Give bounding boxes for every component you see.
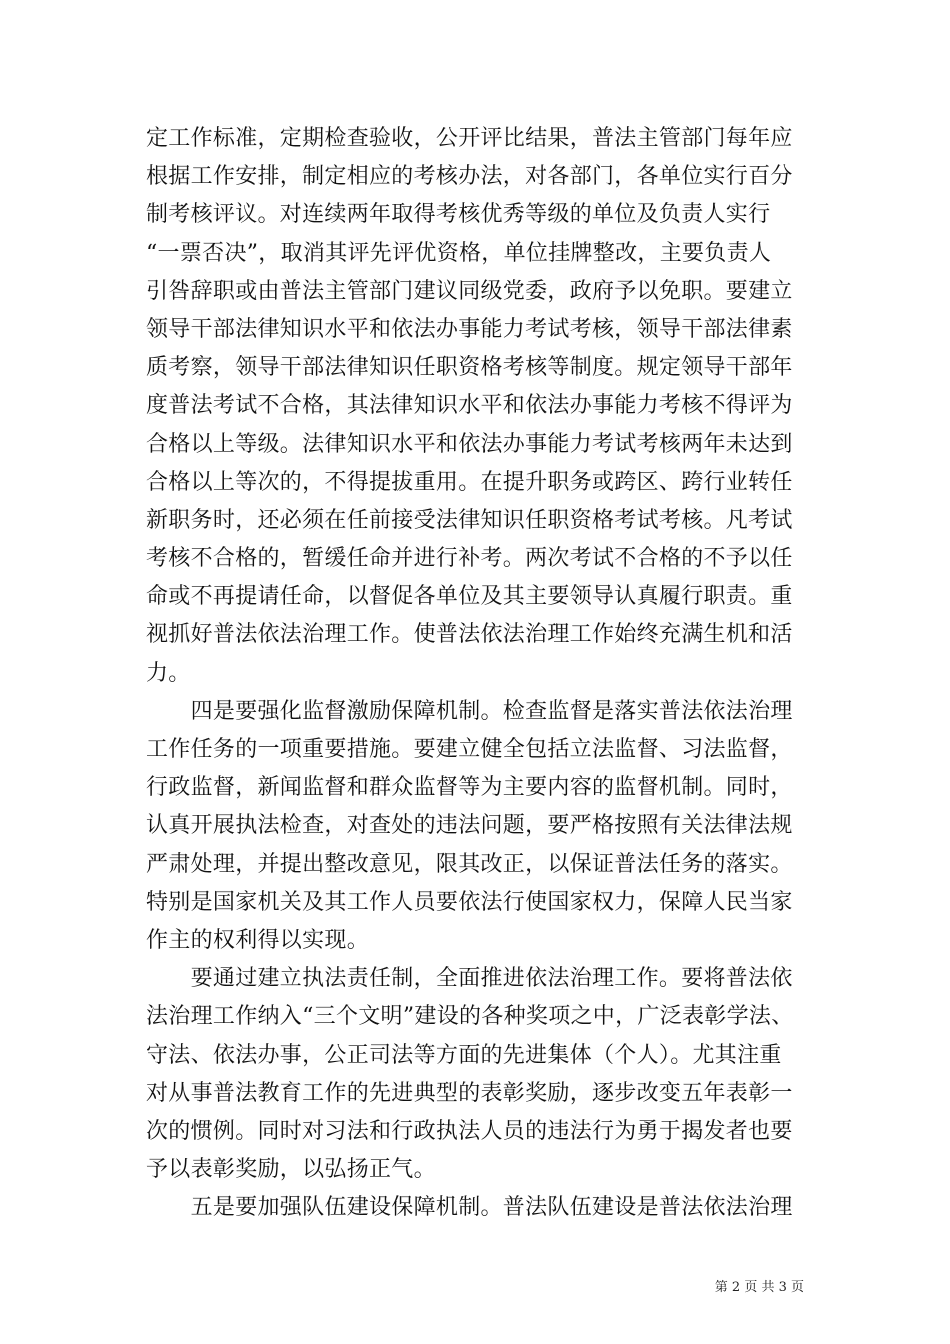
text-line: 新职务时，还必须在任前接受法律知识任职资格考试考核。凡考试 [146,507,793,533]
text-line: 根据工作安排，制定相应的考核办法，对各部门，各单位实行百分 [146,164,793,190]
text-line: 定工作标准，定期检查验收，公开评比结果，普法主管部门每年应 [146,126,793,151]
text-line: 严肃处理，并提出整改意见，限其改正，以保证普法任务的落实。 [146,851,793,877]
text-line: 对从事普法教育工作的先进典型的表彰奖励，逐步改变五年表彰一 [146,1080,793,1106]
text-line: 度普法考试不合格，其法律知识水平和依法办事能力考核不得评为 [146,393,793,419]
text-line: 引咎辞职或由普法主管部门建议同级党委，政府予以免职。要建立 [146,278,793,304]
page-number-footer: 第 2 页 共 3 页 [714,1280,804,1295]
text-line: 次的惯例。同时对习法和行政执法人员的违法行为勇于揭发者也要 [146,1118,793,1144]
text-line: 力。 [146,660,191,686]
text-line: 考核不合格的，暂缓任命并进行补考。两次考试不合格的不予以任 [146,546,793,572]
text-line: 领导干部法律知识水平和依法办事能力考试考核，领导干部法律素 [146,316,793,342]
text-line: 工作任务的一项重要措施。要建立健全包括立法监督、习法监督， [146,737,793,762]
body-text [146,120,826,1227]
text-line: 作主的权利得以实现。 [146,927,370,953]
text-line: 守法、依法办事，公正司法等方面的先进集体（个人）。尤其注重 [146,1042,782,1068]
text-line: 认真开展执法检查，对查处的违法问题，要严格按照有关法律法规 [146,813,793,839]
text-line: 合格以上等次的，不得提拔重用。在提升职务或跨区、跨行业转任 [146,469,793,495]
paragraph-start-line: 四是要强化监督激励保障机制。检查监督是落实普法依法治理 [146,698,793,724]
text-line: 命或不再提请任命，以督促各单位及其主要领导认真履行职责。重 [146,584,793,610]
text-line: 质考察，领导干部法律知识任职资格考核等制度。规定领导干部年 [146,355,793,381]
paragraph-start-line: 五是要加强队伍建设保障机制。普法队伍建设是普法依法治理 [146,1195,793,1221]
text-line: 予以表彰奖励，以弘扬正气。 [146,1157,436,1183]
text-line: 视抓好普法依法治理工作。使普法依法治理工作始终充满生机和活 [146,622,793,648]
text-line: 特别是国家机关及其工作人员要依法行使国家权力，保障人民当家 [146,889,793,915]
paragraph-start-line: 要通过建立执法责任制，全面推进依法治理工作。要将普法依 [146,966,793,992]
text-line: 行政监督，新闻监督和群众监督等为主要内容的监督机制。同时， [146,775,793,801]
text-line: 制考核评议。对连续两年取得考核优秀等级的单位及负责人实行 [146,202,771,228]
text-line: “一票否决”，取消其评先评优资格，单位挂牌整改，主要负责人 [146,240,772,266]
text-line: 法治理工作纳入“三个文明”建设的各种奖项之中，广泛表彰学法、 [146,1004,794,1030]
text-line: 合格以上等级。法律知识水平和依法办事能力考试考核两年未达到 [146,431,793,457]
